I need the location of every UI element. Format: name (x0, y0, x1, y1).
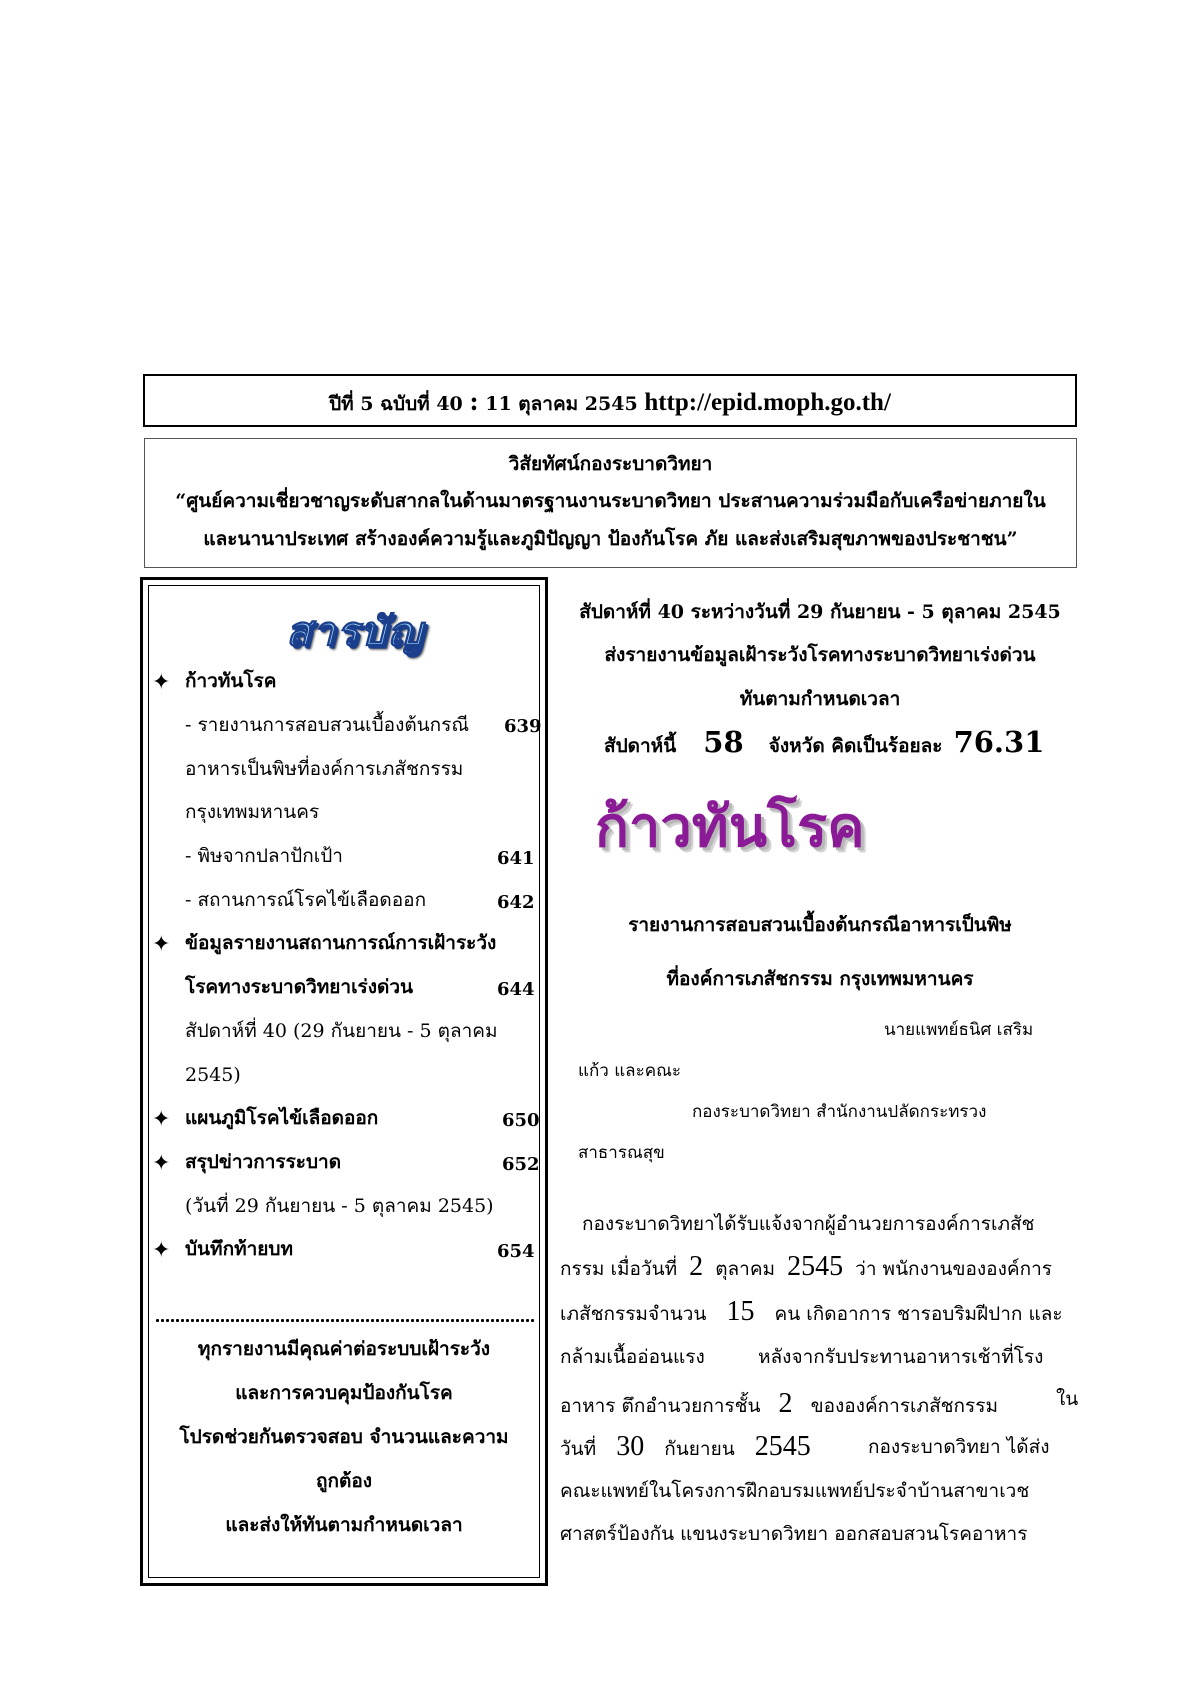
star-bullet-icon: ✦ (152, 670, 171, 695)
toc-item-food-poisoning-3: กรุงเทพมหานคร (185, 801, 320, 823)
toc-page-639: 639 (504, 716, 542, 737)
issue-date: 11 ตุลาคม 2545 (485, 393, 638, 415)
article-headline-2: ที่องค์การเภสัชกรรม กรุงเทพมหานคร (666, 968, 974, 990)
toc-section-dengue-chart[interactable]: แผนภูมิโรคไข้เลือดออก (185, 1107, 379, 1129)
article-author-2: แก้ว และคณะ (578, 1061, 681, 1081)
toc-section-surveillance-2: โรคทางระบาดวิทยาเร่งด่วน (185, 976, 414, 998)
article-text: ว่า พนักงานขององค์การ (855, 1258, 1052, 1280)
article-body-line-4a: กล้ามเนื้ออ่อนแรง (560, 1346, 705, 1368)
star-bullet-icon: ✦ (152, 1107, 171, 1132)
report-status-line-3: ทันตามกำหนดเวลา (739, 688, 901, 710)
article-affiliation-1: กองระบาดวิทยา สำนักงานปลัดกระทรวง (692, 1102, 987, 1122)
toc-note-line-4: ถูกต้อง (315, 1470, 373, 1492)
toc-note-line-1: ทุกรายงานมีคุณค่าต่อระบบเฝ้าระวัง (197, 1338, 491, 1360)
article-body-line-8: ศาสตร์ป้องกัน แขนงระบาดวิทยา ออกสอบสวนโรคอาหาร (560, 1523, 1028, 1545)
toc-item-food-poisoning[interactable]: - รายงานการสอบสวนเบื้องต้นกรณี (185, 714, 470, 736)
issue-number: ปีที่ 5 ฉบับที่ 40 (329, 393, 463, 415)
toc-page-654: 654 (497, 1241, 535, 1262)
toc-section-surveillance-4: 2545) (185, 1064, 241, 1086)
toc-page-644: 644 (497, 979, 535, 1000)
article-number: 15 (726, 1296, 755, 1327)
toc-page-641: 641 (497, 848, 535, 869)
toc-item-dengue[interactable]: - สถานการณ์โรคไข้เลือดออก (185, 889, 427, 911)
toc-section-surveillance-3: สัปดาห์ที่ 40 (29 กันยายน - 5 ตุลาคม (185, 1020, 498, 1042)
province-count: 58 (703, 725, 744, 759)
vision-title: วิสัยทัศน์กองระบาดวิทยา (508, 453, 713, 475)
article-number: 2545 (787, 1251, 844, 1282)
this-week-label: สัปดาห์นี้ (604, 735, 677, 757)
report-status-line-2: ส่งรายงานข้อมูลเฝ้าระวังโรคทางระบาดวิทยาเร่งด่วน (604, 644, 1036, 666)
toc-note-line-2: และการควบคุมป้องกันโรค (235, 1382, 453, 1404)
vision-box (144, 438, 1077, 568)
article-body-line-4b: หลังจากรับประทานอาหารเช้าที่โรง (758, 1346, 1044, 1368)
article-number: 2 (778, 1388, 793, 1419)
article-number: 2545 (754, 1431, 811, 1462)
toc-section-epilogue[interactable]: บันทึกท้ายบท (185, 1238, 293, 1260)
toc-section-kaotan[interactable]: ก้าวทันโรค (185, 670, 277, 692)
toc-item-pufferfish[interactable]: - พิษจากปลาปักเป้า (185, 845, 343, 867)
star-bullet-icon: ✦ (152, 1238, 171, 1263)
toc-section-outbreak-news[interactable]: สรุปข่าวการระบาด (185, 1151, 342, 1173)
report-summary (604, 725, 1045, 759)
article-text: กรรม เมื่อวันที่ (560, 1258, 678, 1280)
article-text: ตุลาคม (715, 1258, 776, 1280)
article-text: อาหาร ตึกอำนวยการชั้น (560, 1395, 761, 1417)
article-number: 30 (616, 1431, 645, 1462)
report-percent: 76.31 (953, 725, 1045, 759)
issue-colon: : (469, 387, 479, 416)
article-body-line-1: กองระบาดวิทยาได้รับแจ้งจากผู้อำนวยการองค์การเภสัช (582, 1213, 1035, 1235)
vision-line-2: และนานาประเทศ สร้างองค์ความรู้และภูมิปัญญา ป้องกันโรค ภัย และส่งเสริมสุขภาพของประชาชน” (203, 528, 1018, 550)
article-headline-1: รายงานการสอบสวนเบื้องต้นกรณีอาหารเป็นพิษ (628, 914, 1012, 936)
report-week-line: สัปดาห์ที่ 40 ระหว่างวันที่ 29 กันยายน - 5 ตุลาคม 2545 (579, 601, 1061, 623)
toc-title: สารบัญ (286, 609, 424, 655)
issue-header (143, 374, 1077, 427)
star-bullet-icon: ✦ (152, 932, 171, 957)
article-text: เภสัชกรรมจำนวน (560, 1303, 707, 1325)
toc-note-line-5: และส่งให้ทันตามกำหนดเวลา (225, 1514, 463, 1536)
article-body-line-5c: ใน (1056, 1388, 1079, 1410)
article-author-1: นายแพทย์ธนิศ เสริม (884, 1020, 1034, 1040)
article-body-line-2 (560, 1253, 1052, 1281)
toc-page-652: 652 (502, 1154, 540, 1175)
website-link[interactable]: http://epid.moph.go.th/ (644, 389, 891, 416)
star-bullet-icon: ✦ (152, 1151, 171, 1176)
article-text: ขององค์การเภสัชกรรม (810, 1395, 998, 1417)
article-affiliation-2: สาธารณสุข (578, 1143, 665, 1163)
toc-item-food-poisoning-2: อาหารเป็นพิษที่องค์การเภสัชกรรม (185, 758, 464, 780)
article-body-line-7: คณะแพทย์ในโครงการฝึกอบรมแพทย์ประจำบ้านสาขาเวช (560, 1480, 1030, 1502)
vision-line-1: “ศูนย์ความเชี่ยวชาญระดับสากลในด้านมาตรฐานงานระบาดวิทยา ประสานความร่วมมือกับเครือข่ายภายใน (175, 490, 1046, 512)
toc-note-line-3: โปรดช่วยกันตรวจสอบ จำนวนและความ (179, 1426, 509, 1448)
article-body-line-6 (560, 1433, 811, 1461)
article-text: คน เกิดอาการ ชารอบริมฝีปาก และ (774, 1303, 1063, 1325)
article-text: วันที่ (560, 1438, 597, 1460)
article-text: กันยายน (664, 1438, 735, 1460)
toc-section-surveillance[interactable]: ข้อมูลรายงานสถานการณ์การเฝ้าระวัง (185, 932, 497, 954)
article-body-line-5 (560, 1390, 998, 1418)
article-body-line-3 (560, 1298, 1063, 1326)
province-label: จังหวัด คิดเป็นร้อยละ (768, 735, 943, 757)
dotted-divider (155, 1318, 534, 1323)
section-title-kaotan: ก้าวทันโรค (595, 795, 865, 860)
issue-line (145, 389, 1075, 415)
article-body-line-6c: กองระบาดวิทยา ได้ส่ง (868, 1436, 1050, 1458)
toc-page-642: 642 (497, 892, 535, 913)
article-number: 2 (689, 1251, 704, 1282)
toc-page-650: 650 (502, 1110, 540, 1131)
toc-section-outbreak-dates: (วันที่ 29 กันยายน - 5 ตุลาคม 2545) (185, 1195, 494, 1217)
